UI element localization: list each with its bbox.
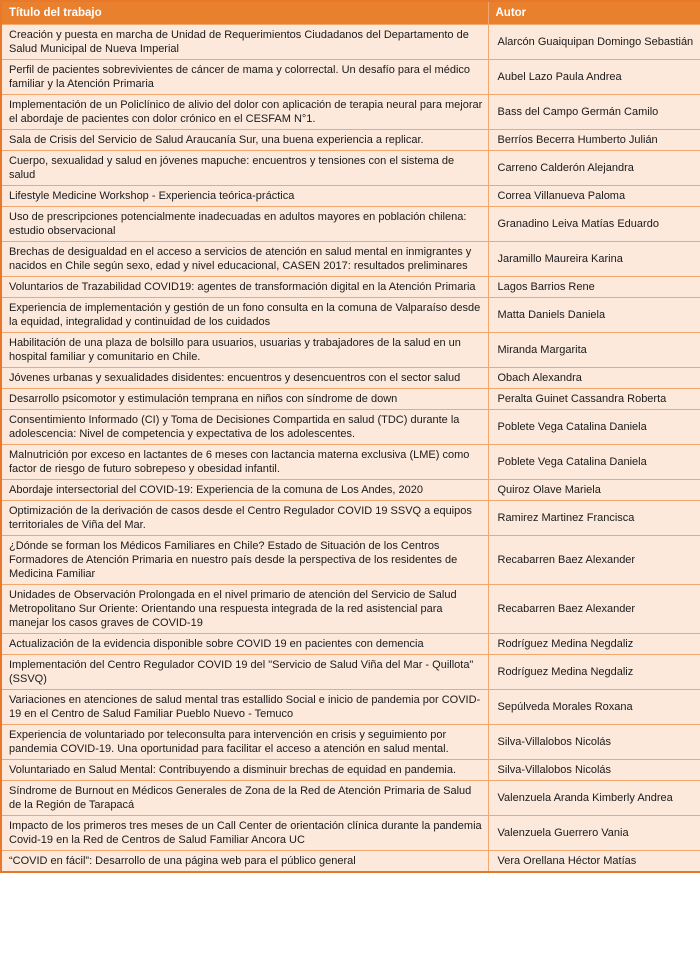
- work-title: Lifestyle Medicine Workshop - Experiencia teórica-práctica: [1, 186, 488, 207]
- table-row: [1, 410, 700, 445]
- work-author: Bass del Campo Germán Camilo: [488, 95, 700, 130]
- work-title: Experiencia de implementación y gestión de un fono consulta en la comuna de Valparaíso desde la equidad, integralidad y continuidad de los cuidados: [1, 298, 488, 333]
- work-title: Unidades de Observación Prolongada en el nivel primario de atención del Servicio de Salud Metropolitano Sur Oriente: Orientando una respuesta integrada de la red asistencial para manejar los casos graves de COVID-19: [1, 585, 488, 634]
- table-row: [1, 655, 700, 690]
- work-author: Peralta Guinet Cassandra Roberta: [488, 389, 700, 410]
- work-author: Quiroz Olave Mariela: [488, 480, 700, 501]
- table-row: [1, 501, 700, 536]
- work-title: Impacto de los primeros tres meses de un Call Center de orientación clínica durante la pandemia Covid-19 en la Red de Centros de Salud Familiar Ancora UC: [1, 816, 488, 851]
- work-author: Sepúlveda Morales Roxana: [488, 690, 700, 725]
- table-row: [1, 690, 700, 725]
- work-title: Creación y puesta en marcha de Unidad de Requerimientos Ciudadanos del Departamento de Salud Municipal de Nueva Imperial: [1, 25, 488, 60]
- table-row: [1, 585, 700, 634]
- work-title: Cuerpo, sexualidad y salud en jóvenes mapuche: encuentros y tensiones con el sistema de salud: [1, 151, 488, 186]
- work-title: Consentimiento Informado (CI) y Toma de Decisiones Compartida en salud (TDC) durante la adolescencia: Nivel de competencia y expectativa de los adolescentes.: [1, 410, 488, 445]
- work-author: Alarcón Guaiquipan Domingo Sebastián: [488, 25, 700, 60]
- work-author: Granadino Leiva Matías Eduardo: [488, 207, 700, 242]
- work-title: Implementación del Centro Regulador COVID 19 del "Servicio de Salud Viña del Mar - Quillota" (SSVQ): [1, 655, 488, 690]
- table-row: [1, 851, 700, 873]
- work-author: Ramirez Martinez Francisca: [488, 501, 700, 536]
- table-row: [1, 536, 700, 585]
- table-row: [1, 389, 700, 410]
- table-row: [1, 242, 700, 277]
- table-row: [1, 298, 700, 333]
- work-title: Uso de prescripciones potencialmente inadecuadas en adultos mayores en población chilena: estudio observacional: [1, 207, 488, 242]
- work-title: Brechas de desigualdad en el acceso a servicios de atención en salud mental en inmigrantes y nacidos en Chile según sexo, edad y nivel educacional, CASEN 2017: resultados preliminares: [1, 242, 488, 277]
- work-author: Valenzuela Aranda Kimberly Andrea: [488, 781, 700, 816]
- table-row: [1, 781, 700, 816]
- work-author: Vera Orellana Héctor Matías: [488, 851, 700, 873]
- table-row: [1, 333, 700, 368]
- work-author: Lagos Barrios Rene: [488, 277, 700, 298]
- work-title: Desarrollo psicomotor y estimulación temprana en niños con síndrome de down: [1, 389, 488, 410]
- work-title: Voluntarios de Trazabilidad COVID19: agentes de transformación digital en la Atención Primaria: [1, 277, 488, 298]
- work-title: Síndrome de Burnout en Médicos Generales de Zona de la Red de Atención Primaria de Salud de la Región de Tarapacá: [1, 781, 488, 816]
- work-author: Correa Villanueva Paloma: [488, 186, 700, 207]
- work-title: Actualización de la evidencia disponible sobre COVID 19 en pacientes con demencia: [1, 634, 488, 655]
- table-row: [1, 151, 700, 186]
- work-title: Variaciones en atenciones de salud mental tras estallido Social e inicio de pandemia por COVID-19 en el Centro de Salud Familiar Pueblo Nuevo - Temuco: [1, 690, 488, 725]
- work-author: Miranda Margarita: [488, 333, 700, 368]
- table-row: [1, 816, 700, 851]
- work-title: “COVID en fácil”: Desarrollo de una página web para el público general: [1, 851, 488, 873]
- table-row: [1, 186, 700, 207]
- table-row: [1, 445, 700, 480]
- work-title: Jóvenes urbanas y sexualidades disidentes: encuentros y desencuentros con el sector salud: [1, 368, 488, 389]
- table-header-row: [1, 1, 700, 25]
- work-title: Experiencia de voluntariado por teleconsulta para intervención en crisis y seguimiento por pandemia COVID-19. Una oportunidad para facilitar el acceso a atención en salud mental.: [1, 725, 488, 760]
- work-title: Sala de Crisis del Servicio de Salud Araucanía Sur, una buena experiencia a replicar.: [1, 130, 488, 151]
- work-author: Silva-Villalobos Nicolás: [488, 760, 700, 781]
- table-row: [1, 760, 700, 781]
- work-title: ¿Dónde se forman los Médicos Familiares en Chile? Estado de Situación de los Centros Formadores de Atención Primaria en nuestro país desde la perspectiva de los residentes de Medicina Familiar: [1, 536, 488, 585]
- table-row: [1, 95, 700, 130]
- work-author: Valenzuela Guerrero Vania: [488, 816, 700, 851]
- work-author: Silva-Villalobos Nicolás: [488, 725, 700, 760]
- table-row: [1, 368, 700, 389]
- table-row: [1, 725, 700, 760]
- table-row: [1, 207, 700, 242]
- table-row: [1, 634, 700, 655]
- work-author: Jaramillo Maureira Karina: [488, 242, 700, 277]
- work-title: Abordaje intersectorial del COVID-19: Experiencia de la comuna de Los Andes, 2020: [1, 480, 488, 501]
- table-row: [1, 60, 700, 95]
- work-title: Optimización de la derivación de casos desde el Centro Regulador COVID 19 SSVQ a equipos territoriales de Viña del Mar.: [1, 501, 488, 536]
- table-row: [1, 130, 700, 151]
- work-title: Malnutrición por exceso en lactantes de 6 meses con lactancia materna exclusiva (LME) como factor de riesgo de futuro sobrepeso y obesidad infantil.: [1, 445, 488, 480]
- work-author: Carreno Calderón Alejandra: [488, 151, 700, 186]
- table-row: [1, 480, 700, 501]
- work-title: Habilitación de una plaza de bolsillo para usuarios, usuarias y trabajadores de la salud en un hospital familiar y comunitario en Chile.: [1, 333, 488, 368]
- column-header-author: Autor: [488, 1, 700, 25]
- work-author: Berríos Becerra Humberto Julián: [488, 130, 700, 151]
- work-author: Rodríguez Medina Negdaliz: [488, 634, 700, 655]
- table-body: [1, 25, 700, 873]
- work-author: Obach Alexandra: [488, 368, 700, 389]
- work-author: Aubel Lazo Paula Andrea: [488, 60, 700, 95]
- work-author: Poblete Vega Catalina Daniela: [488, 445, 700, 480]
- work-title: Perfil de pacientes sobrevivientes de cáncer de mama y colorrectal. Un desafío para el médico familiar y la Atención Primaria: [1, 60, 488, 95]
- column-header-title: Título del trabajo: [1, 1, 488, 25]
- work-author: Poblete Vega Catalina Daniela: [488, 410, 700, 445]
- work-author: Matta Daniels Daniela: [488, 298, 700, 333]
- work-author: Rodríguez Medina Negdaliz: [488, 655, 700, 690]
- work-author: Recabarren Baez Alexander: [488, 585, 700, 634]
- work-title: Implementación de un Policlínico de alivio del dolor con aplicación de terapia neural para mejorar el abordaje de pacientes con dolor crónico en el CESFAM N°1.: [1, 95, 488, 130]
- table-row: [1, 277, 700, 298]
- table-row: [1, 25, 700, 60]
- work-author: Recabarren Baez Alexander: [488, 536, 700, 585]
- work-title: Voluntariado en Salud Mental: Contribuyendo a disminuir brechas de equidad en pandemia.: [1, 760, 488, 781]
